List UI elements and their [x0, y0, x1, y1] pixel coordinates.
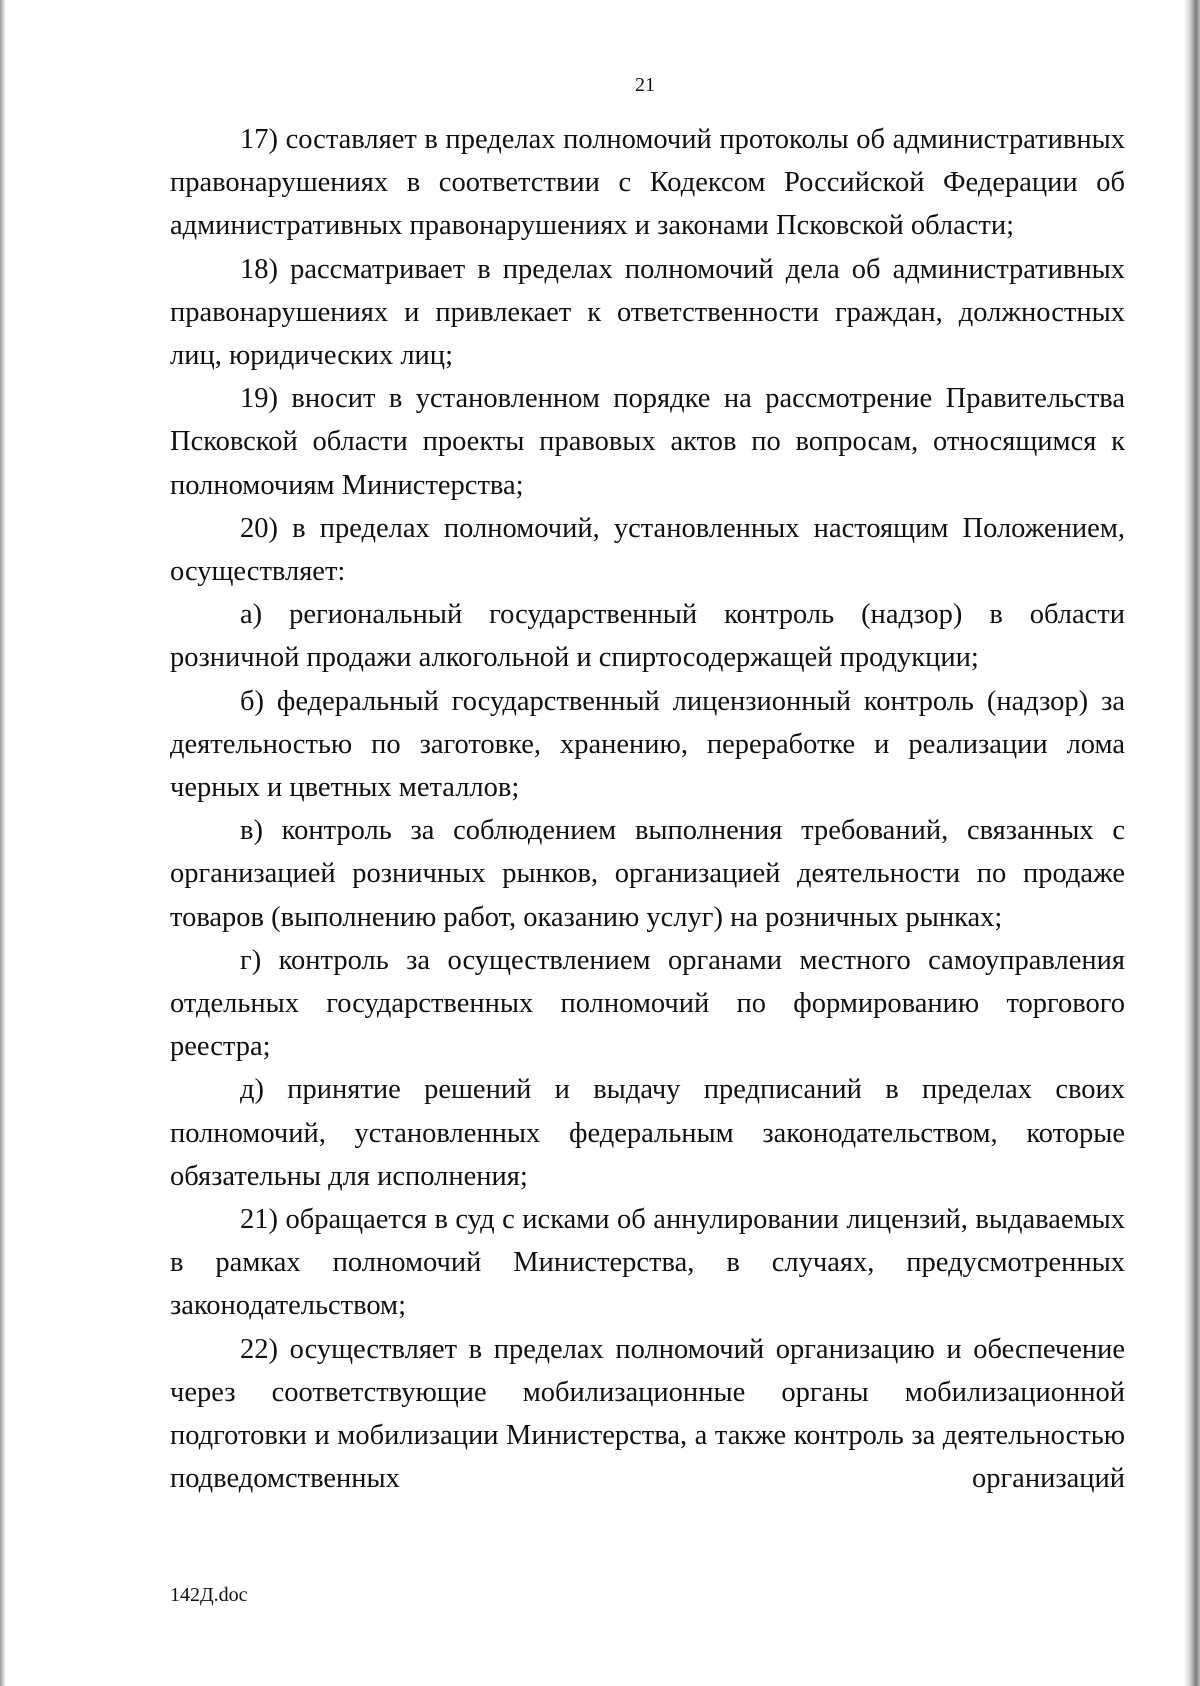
footer-filename: 142Д.doc: [170, 1584, 248, 1606]
paragraph-subitem-a: а) региональный государственный контроль (надзор) в области розничной продажи алкогольной и спиртосодержащей продукции;: [170, 599, 1125, 674]
page-number: 21: [635, 74, 655, 96]
paragraph-item-19: 19) вносит в установленном порядке на рассмотрение Правительства Псковской области проекты правовых актов по вопросам, относящимся к полномочиям Министерства;: [170, 383, 1125, 501]
paragraph-item-17: 17) составляет в пределах полномочий протоколы об административных правонарушениях в соответствии с Кодексом Российской Федерации об административных правонарушениях и законами Псковской области;: [170, 124, 1125, 242]
paragraph-subitem-d: д) принятие решений и выдачу предписаний в пределах своих полномочий, установленных федеральным законодательством, которые обязательны для исполнения;: [170, 1074, 1125, 1192]
paragraph-item-22: 22) осуществляет в пределах полномочий организацию и обеспечение через соответствующие мобилизационные органы мобилизационной подготовки и мобилизации Министерства, а также контроль за деятельностью подведомственных организаций: [170, 1333, 1125, 1495]
paragraph-item-18: 18) рассматривает в пределах полномочий дела об административных правонарушениях и привлекает к ответственности граждан, должностных лиц, юридических лиц;: [170, 253, 1125, 372]
paragraph-subitem-v: в) контроль за соблюдением выполнения требований, связанных с организацией розничных рынков, организацией деятельности по продаже товаров (выполнению работ, оказанию услуг) на розничных рынках;: [170, 815, 1125, 933]
paragraph-item-21: 21) обращается в суд с исками об аннулировании лицензий, выдаваемых в рамках полномочий Министерства, в случаях, предусмотренных законодательством;: [170, 1204, 1125, 1322]
document-body: [170, 118, 1125, 1501]
paragraph-subitem-b: б) федеральный государственный лицензионный контроль (надзор) за деятельностью по заготовке, хранению, переработке и реализации лома черных и цветных металлов;: [170, 685, 1125, 804]
paragraph-item-20: 20) в пределах полномочий, установленных настоящим Положением, осуществляет:: [170, 512, 1125, 588]
scan-edge-right: [1184, 0, 1200, 1686]
scan-edge-left: [0, 0, 6, 1686]
paragraph-subitem-g: г) контроль за осуществлением органами местного самоуправления отдельных государственных полномочий по формированию торгового реестра;: [170, 944, 1125, 1063]
